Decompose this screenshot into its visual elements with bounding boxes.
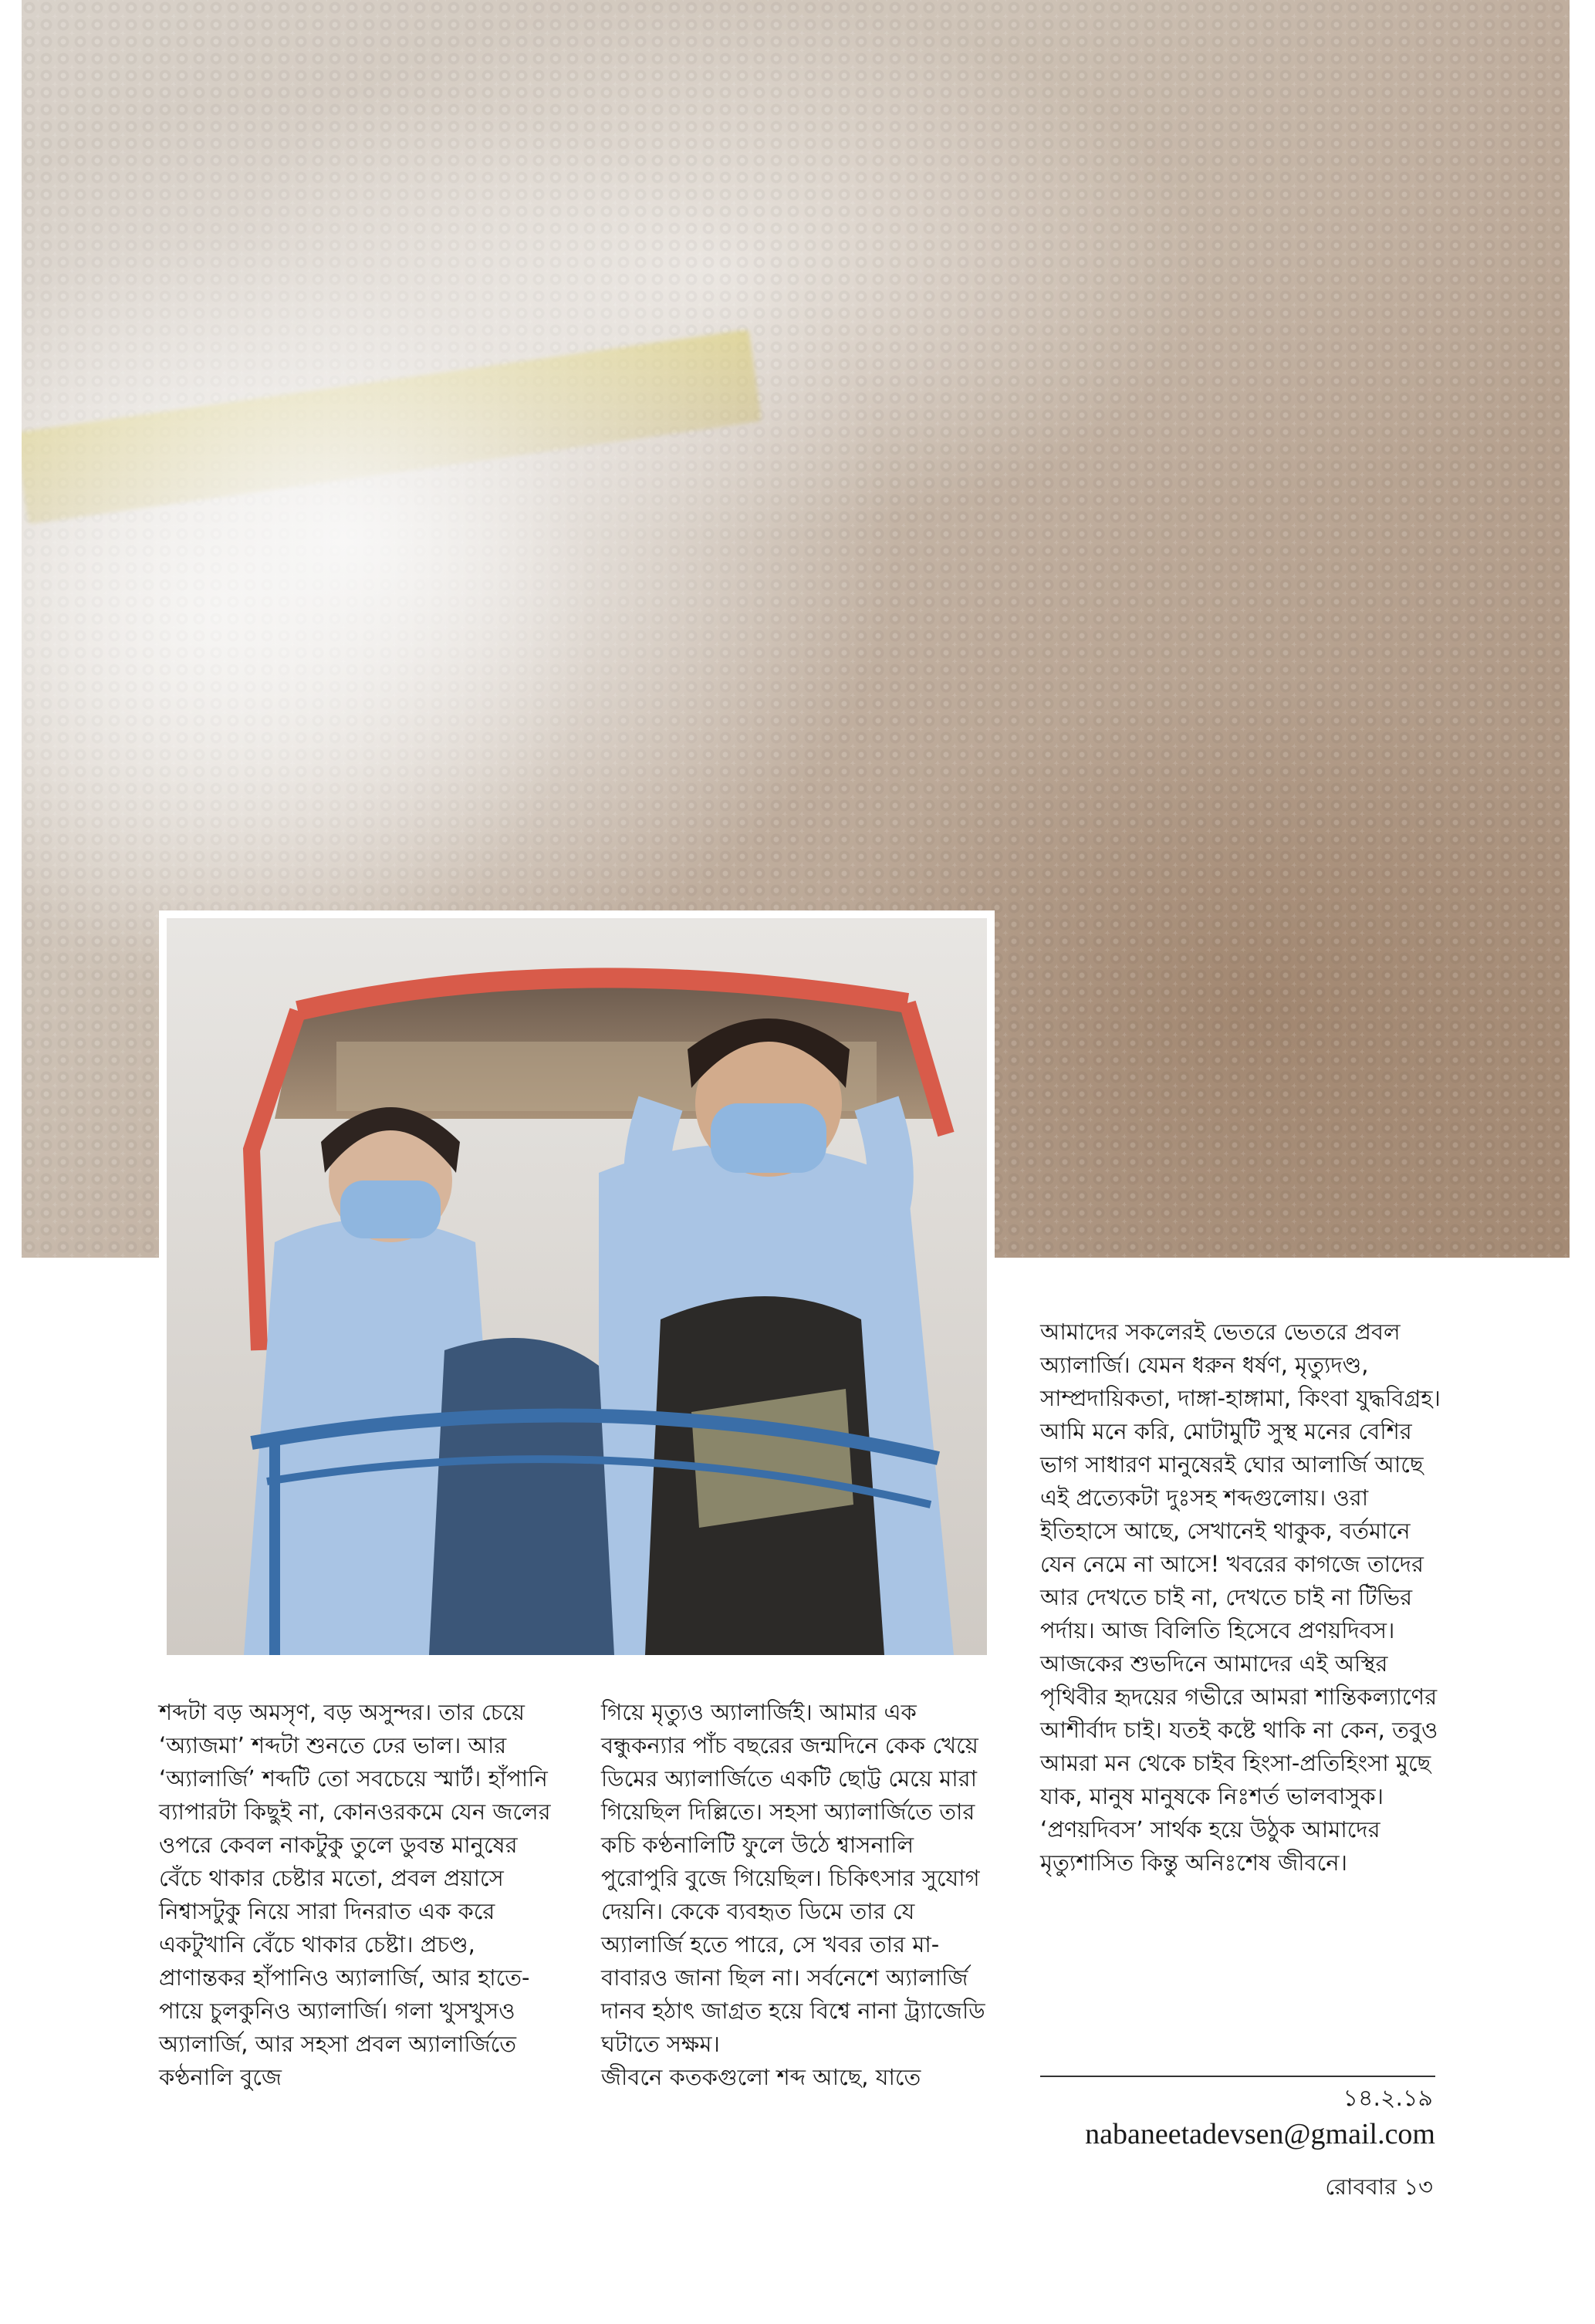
article-column-3: আমাদের সকলেরই ভেতরে ভেতরে প্রবল অ্যালার্জি। যেমন ধরুন ধর্ষণ, মৃত্যুদণ্ড, সাম্প্রদায়িকতা, দাঙ্গা-হাঙ্গামা, কিংবা যুদ্ধবিগ্রহ। আমি মনে করি, মোটামুটি সুস্থ মনের বেশির ভাগ সাধারণ মানুষেরই ঘোর আলার্জি আছে এই প্রত্যেকটা দুঃসহ শব্দগুলোয়। ওরা ইতিহাসে আছে, সেখানেই থাকুক, বর্তমানে যেন নেমে না আসে! খবরের কাগজে তাদের আর দেখতে চাই না, দেখতে চাই না টিভির পর্দায়। আজ বিলিতি হিসেবে প্রণয়দিবস। আজকের শুভদিনে আমাদের এই অস্থির পৃথিবীর হৃদয়ের গভীরে আমরা শান্তিকল্যাণের আশীর্বাদ চাই। যতই কষ্টে থাকি না কেন, তবুও আমরা মন থেকে চাইব হিংসা-প্রতিহিংসা মুছে যাক, মানুষ মানুষকে নিঃশর্ত ভালবাসুক। ‘প্রণয়দিবস’ সার্থক হয়ে উঠুক আমাদের মৃত্যুশাসিত কিন্তু অনিঃশেষ জীবনে। (1040, 1319, 1441, 1876)
inset-photo-students (159, 910, 995, 1663)
page-folio: রোববার ১৩ (1325, 2174, 1433, 2200)
article-column-2: গিয়ে মৃত্যুও অ্যালার্জিই। আমার এক বন্ধুকন্যার পাঁচ বছরের জন্মদিনে কেক খেয়ে ডিমের অ্যালার্জিতে একটি ছোট্ট মেয়ে মারা গিয়েছিল দিল্লিতে। সহসা অ্যালার্জিতে তার কচি কণ্ঠনালিটি ফুলে উঠে শ্বাসনালি পুরোপুরি বুজে গিয়েছিল। চিকিৎসার সুযোগ দেয়নি। কেকে ব্যবহৃত ডিমে তার যে অ্যালার্জি হতে পারে, সে খবর তার মা-বাবারও জানা ছিল না। সর্বনেশে অ্যালার্জি দানব হঠাৎ জাগ্রত হয়ে বিশ্বে নানা ট্র্যাজেডি ঘটাতে সক্ষম। জীবনে কতকগুলো শব্দ আছে, যাতে (601, 1699, 985, 2090)
article-column-1: শব্দটা বড় অমসৃণ, বড় অসুন্দর। তার চেয়ে ‘অ্যাজমা’ শব্দটা শুনতে ঢের ভাল। আর ‘অ্যালার্জি’ শব্দটি তো সবচেয়ে স্মার্ট। হাঁপানি ব্যাপারটা কিছুই না, কোনওরকমে যেন জলের ওপরে কেবল নাকটুকু তুলে ডুবন্ত মানুষের বেঁচে থাকার চেষ্টার মতো, প্রবল প্রয়াসে নিশ্বাসটুকু নিয়ে সারা দিনরাত এক করে একটুখানি বেঁচে থাকার চেষ্টা। প্রচণ্ড, প্রাণান্তকর হাঁপানিও অ্যালার্জি, আর হাতে-পায়ে চুলকুনিও অ্যালার্জি। গলা খুসখুসও অ্যালার্জি, আর সহসা প্রবল অ্যালার্জিতে কণ্ঠনালি বুজে (159, 1699, 551, 2090)
author-email-link[interactable]: nabaneetadevsen@gmail.com (1085, 2118, 1435, 2150)
signoff-divider (1040, 2076, 1435, 2077)
vacuum-nozzle (22, 329, 762, 524)
students-illustration (167, 918, 987, 1655)
signoff-date: ১৪.২.১৯ (1343, 2085, 1433, 2112)
